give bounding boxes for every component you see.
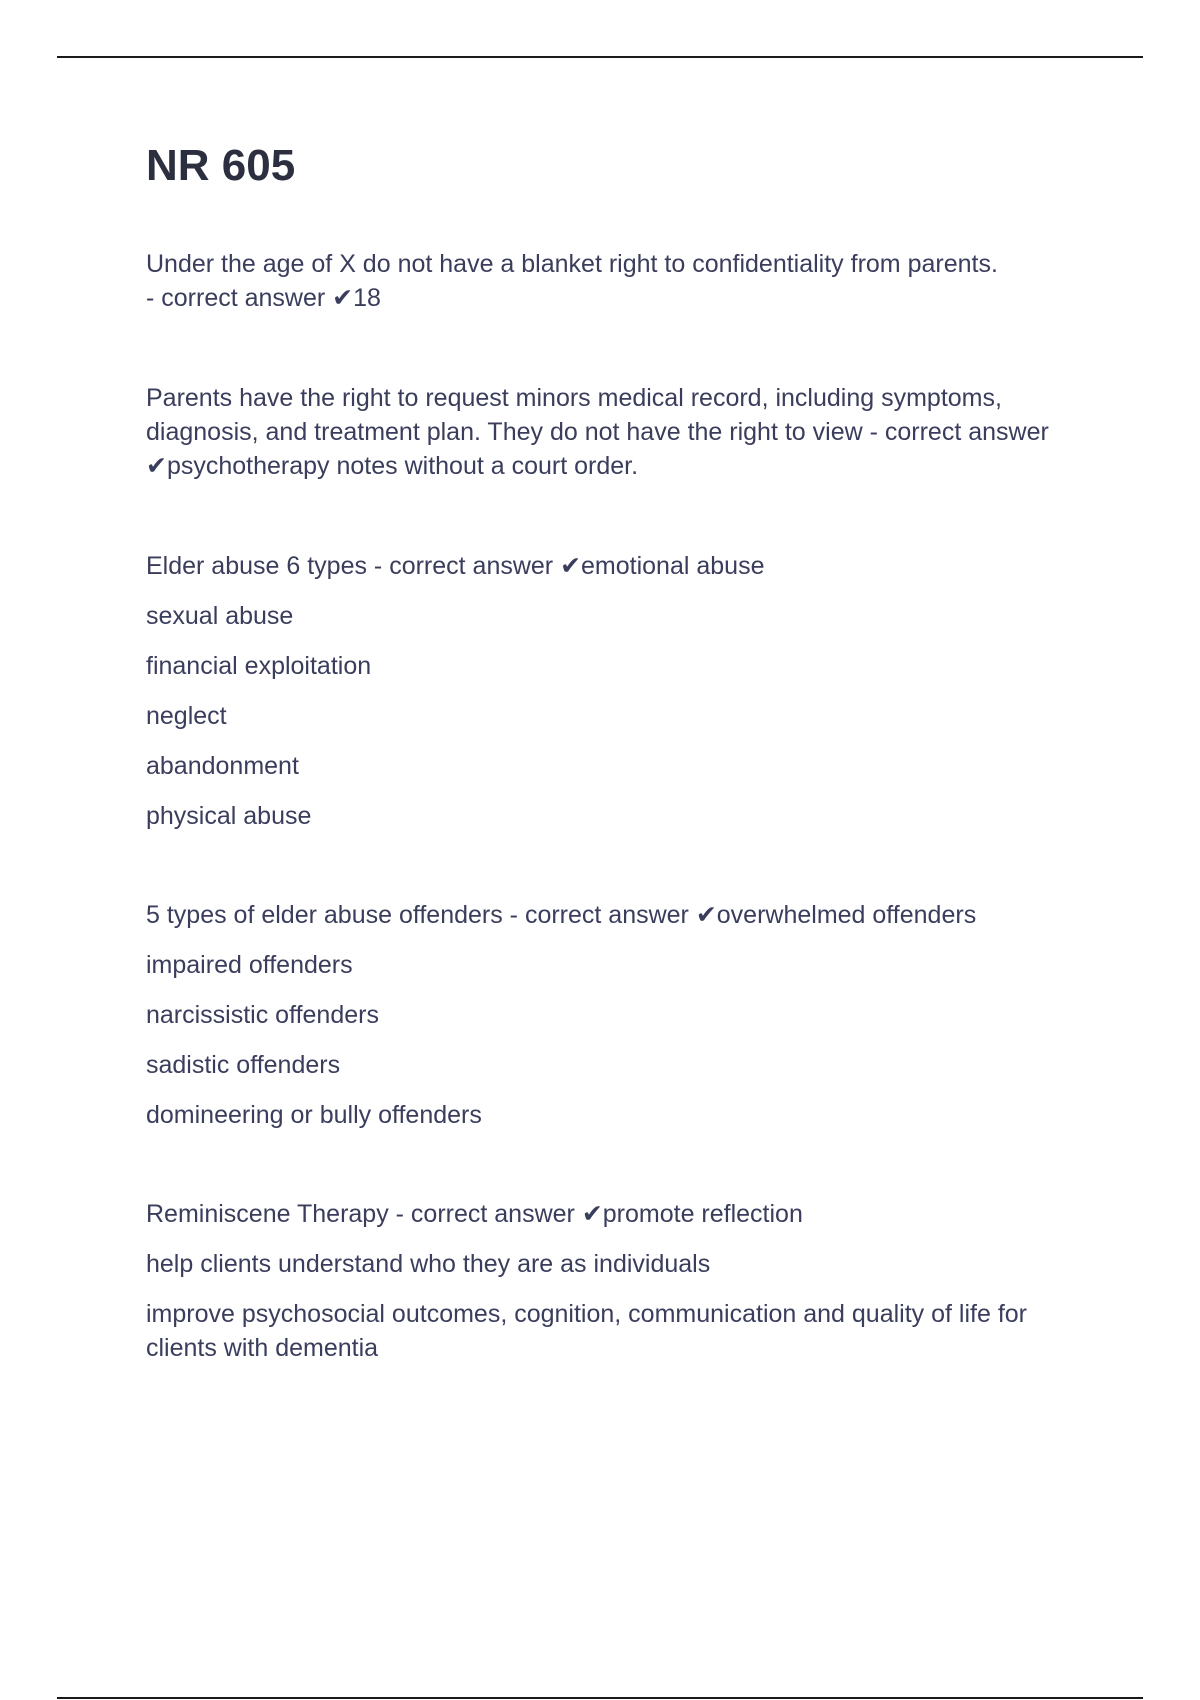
- question-block: [146, 381, 1086, 483]
- page-title: NR 605: [146, 141, 296, 190]
- question-text: Elder abuse 6 types - correct answer ✔emotional abuse: [146, 551, 765, 580]
- answer-line: improve psychosocial outcomes, cognition, communication and quality of life for clients with dementia: [146, 1299, 1027, 1362]
- answer-line: help clients understand who they are as individuals: [146, 1249, 711, 1278]
- question-text: Reminiscene Therapy - correct answer ✔promote reflection: [146, 1199, 803, 1228]
- answer-line: sadistic offenders: [146, 1050, 341, 1079]
- answer-line: financial exploitation: [146, 651, 372, 680]
- answer-line: impaired offenders: [146, 950, 353, 979]
- question-text: 5 types of elder abuse offenders - correct answer ✔overwhelmed offenders: [146, 900, 977, 929]
- document-body: [146, 140, 1086, 1365]
- answer-line: domineering or bully offenders: [146, 1100, 482, 1129]
- question-block: [146, 1197, 1086, 1365]
- answer-line: narcissistic offenders: [146, 1000, 379, 1029]
- question-text: Parents have the right to request minors medical record, including symptoms, diagnosis, and treatment plan. They do not have the right to view - correct answer ✔psychotherapy notes without a court order.: [146, 383, 1049, 480]
- top-rule: [57, 56, 1143, 58]
- answer-text: - correct answer ✔18: [146, 283, 381, 312]
- question-block: [146, 549, 1086, 833]
- question-block: [146, 247, 1086, 315]
- answer-line: abandonment: [146, 751, 299, 780]
- question-block: [146, 898, 1086, 1132]
- answer-line: neglect: [146, 701, 227, 730]
- bottom-rule: [57, 1697, 1143, 1699]
- answer-line: physical abuse: [146, 801, 312, 830]
- answer-line: sexual abuse: [146, 601, 294, 630]
- question-text: Under the age of X do not have a blanket right to confidentiality from parents.: [146, 249, 998, 278]
